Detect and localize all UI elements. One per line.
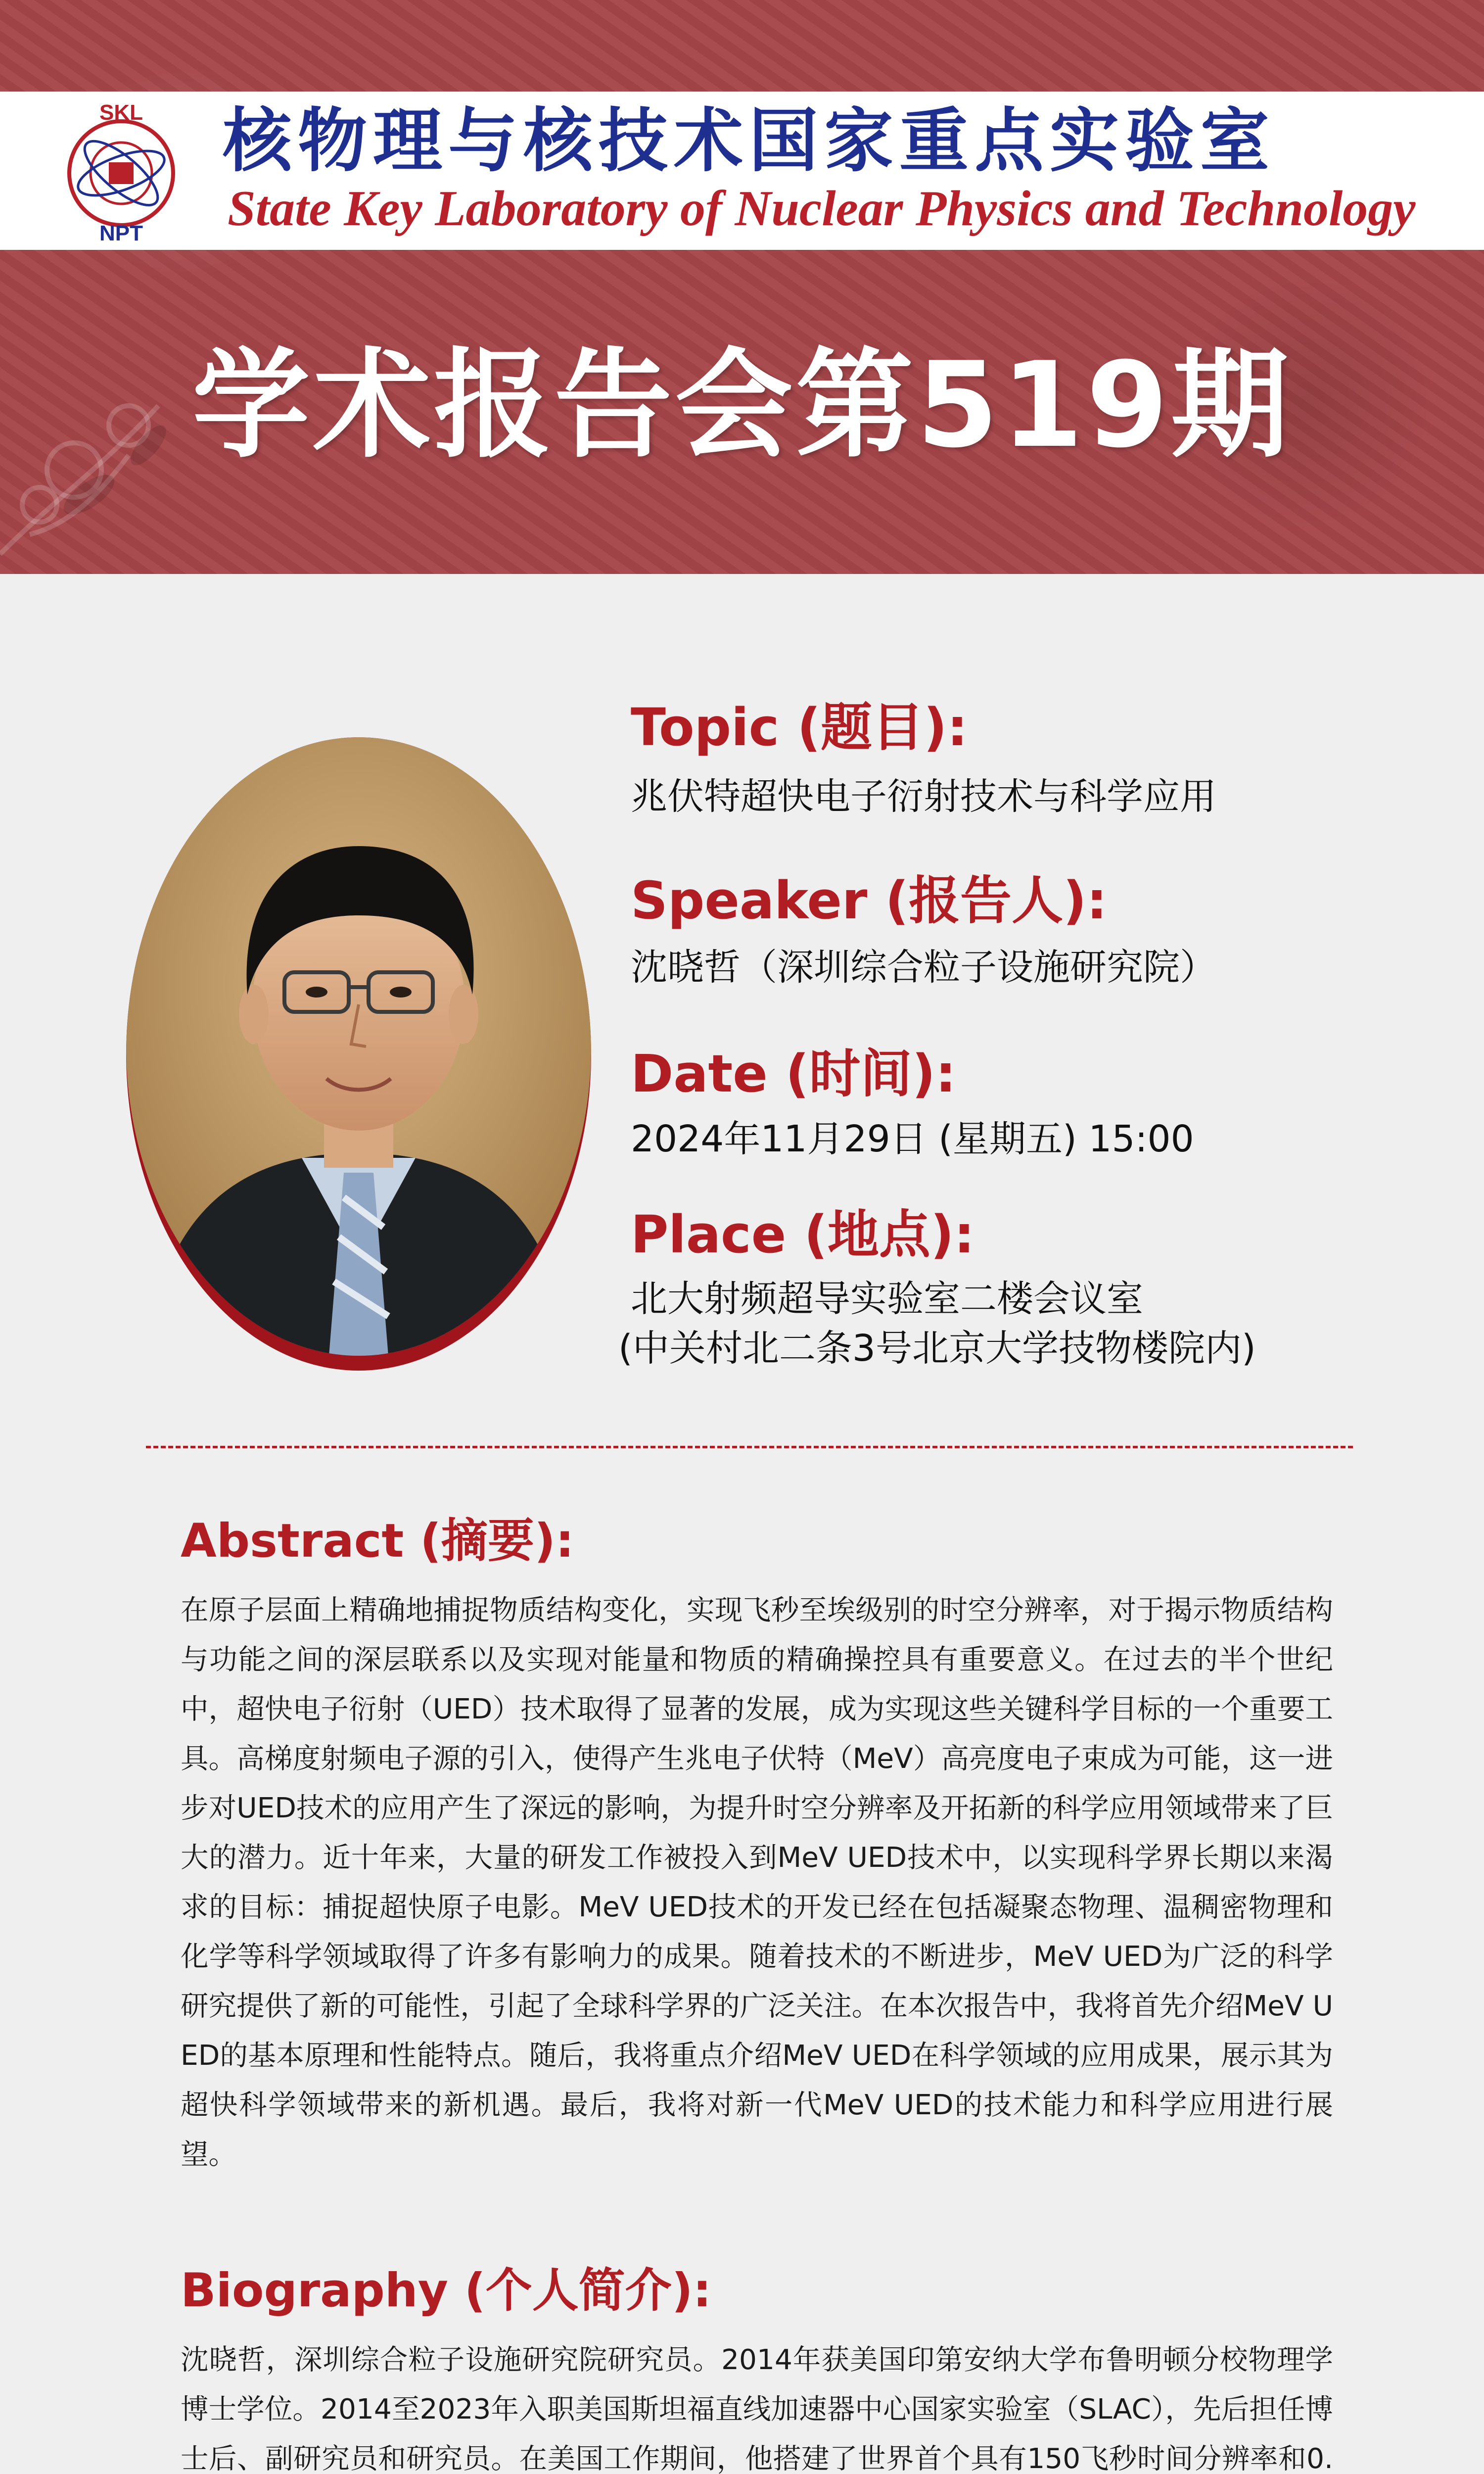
biography-title: Biography (个人简介): bbox=[181, 2264, 712, 2318]
logo-bottom-text: NPT bbox=[99, 221, 143, 242]
section-divider bbox=[146, 1446, 1353, 1448]
date-value: 2024年11月29日 (星期五) 15:00 bbox=[631, 1118, 1194, 1160]
place-label: Place (地点): bbox=[631, 1204, 975, 1265]
speaker-value: 沈晓哲（深圳综合粒子设施研究院） bbox=[631, 946, 1216, 989]
speaker-photo-frame bbox=[126, 737, 591, 1371]
issue-title: 学术报告会第519期 bbox=[192, 337, 1292, 474]
lab-seal-logo bbox=[49, 99, 193, 242]
lab-name-chinese: 核物理与核技术国家重点实验室 bbox=[223, 100, 1276, 182]
logo-top-text: SKL bbox=[99, 100, 143, 125]
lab-name-english: State Key Laboratory of Nuclear Physics and Technology bbox=[228, 181, 1416, 237]
topic-value: 兆伏特超快电子衍射技术与科学应用 bbox=[631, 775, 1216, 818]
place-value-line2: (中关村北二条3号北京大学技物楼院内) bbox=[618, 1327, 1256, 1370]
speaker-photo bbox=[126, 737, 591, 1356]
abstract-text: 在原子层面上精确地捕捉物质结构变化，实现飞秒至埃级别的时空分辨率，对于揭示物质结构与功能之间的深层联系以及实现对能量和物质的精确操控具有重要意义。在过去的半个世纪中，超快电子衍射（UED）技术取得了显著的发展，成为实现这些关键科学目标的一个重要工具。高梯度射频电子源的引入，使得产生兆电子伏特（MeV）高亮度电子束成为可能，这一进步对UED技术的应用产生了深远的影响，为提升时空分辨率及开拓新的科学应用领域带来了巨大的潜力。近十年来，大量的研发工作被投入到MeV UED技术中，以实现科学界长期以来渴求的目标：捕捉超快原子电影。MeV UED技术的开发已经在包括凝聚态物理、温稠密物理和化学等科学领域取得了许多有影响力的成果。随着技术的不断进步，MeV UED为广泛的科学研究提供了新的可能性，引起了全球科学界的广泛关注。在本次报告中，我将首先介绍MeV UED的基本原理和性能特点。随后，我将重点介绍MeV UED在科学领域的应用成果，展示其为超快科学领域带来的新机遇。最后，我将对新一代MeV UED的技术能力和科学应用进行展望。 bbox=[181, 1594, 1333, 2171]
biography-text: 沈晓哲，深圳综合粒子设施研究院研究员。2014年获美国印第安纳大学布鲁明顿分校物理学博士学位。2014至2023年入职美国斯坦福直线加速器中心国家实验室（SLAC），先后担任博士后、副研究员和研究员。在美国工作期间，他搭建了世界首个具有150飞秒时间分辨率和0. bbox=[181, 2344, 1333, 2474]
abstract-title: Abstract (摘要): bbox=[181, 1514, 574, 1568]
speaker-label: Speaker (报告人): bbox=[631, 870, 1108, 931]
date-label: Date (时间): bbox=[631, 1044, 956, 1104]
place-value-line1: 北大射频超导实验室二楼会议室 bbox=[631, 1278, 1143, 1320]
topic-label: Topic (题目): bbox=[631, 697, 968, 758]
